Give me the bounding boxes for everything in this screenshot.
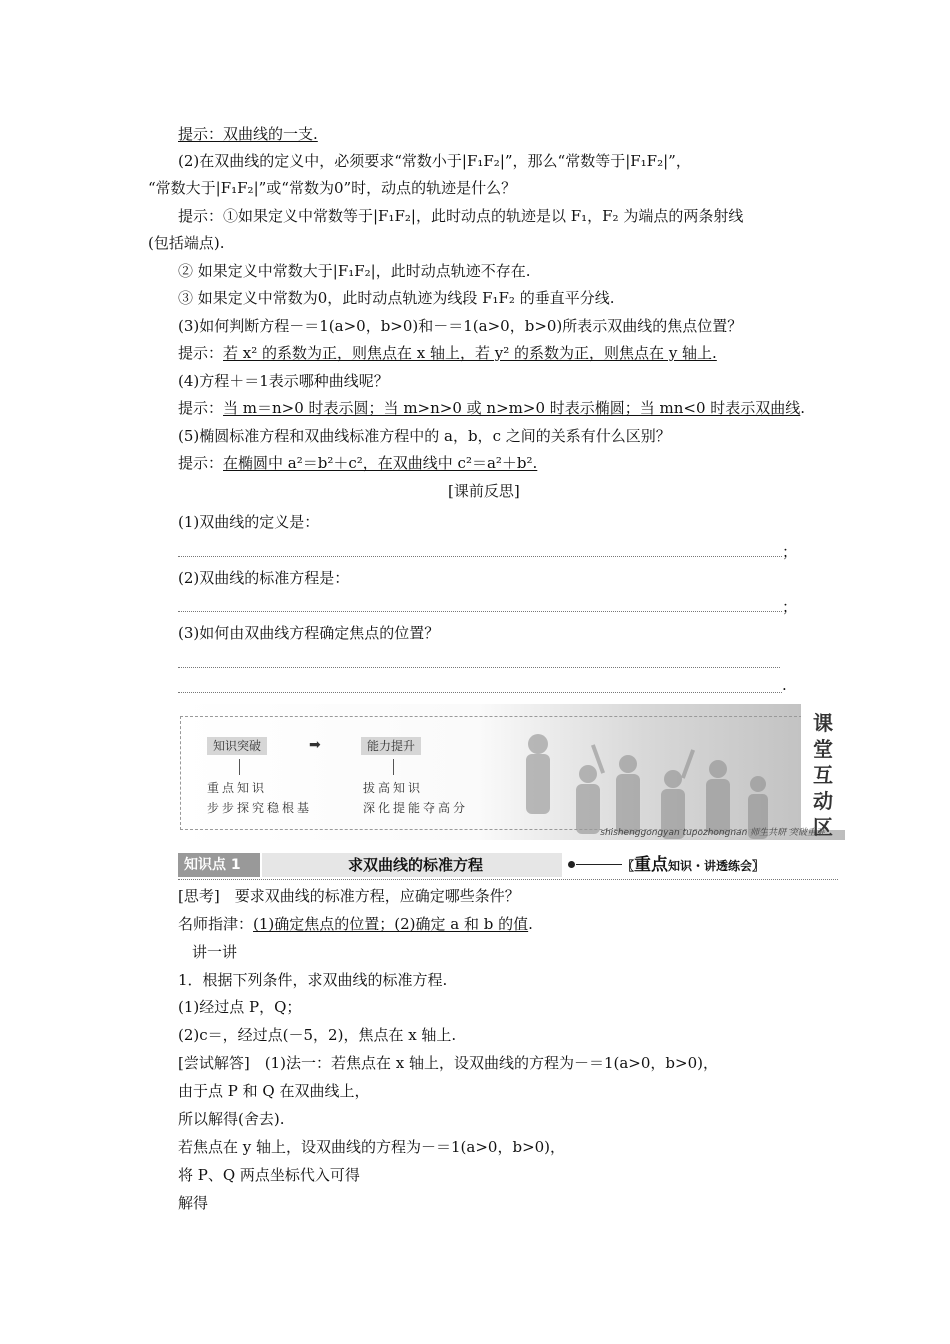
teacher-tip: [178, 914, 533, 934]
reflection-answer-line-3[interactable]: [178, 667, 780, 668]
reflection-q3: (3)如何由双曲线方程确定焦点的位置？: [178, 624, 440, 642]
think-line: [思考] 要求双曲线的标准方程，应确定哪些条件？: [178, 887, 520, 905]
hint-2-case-2: ② 如果定义中常数大于|F₁F₂|，此时动点轨迹不存在.: [178, 262, 531, 280]
solution-line-3: 所以解得(舍去).: [178, 1110, 285, 1128]
slogan-bold: 重点: [634, 855, 669, 875]
banner-left-line-2: 步步探究稳根基: [207, 801, 313, 815]
banner-subtitle: shishenggongyan tupozhongnan 师生共研 突破重难: [600, 828, 825, 838]
hint-4-prefix: 提示：: [178, 399, 224, 417]
problem-1: 1．根据下列条件，求双曲线的标准方程.: [178, 971, 448, 989]
teacher-tip-prefix: 名师指津：: [178, 915, 254, 933]
reflection-answer-line-1[interactable]: [178, 556, 782, 557]
question-2-line-1: (2)在双曲线的定义中，必须要求“常数小于|F₁F₂|”，那么“常数等于|F₁F₂|”，: [178, 152, 691, 170]
lecture-label: 讲一讲: [192, 943, 238, 961]
slogan-open: 〖: [622, 859, 635, 873]
reflection-q1: (1)双曲线的定义是：: [178, 513, 320, 531]
question-5: (5)椭圆标准方程和双曲线标准方程中的 a，b，c 之间的关系有什么区别？: [178, 427, 671, 445]
banner-left-line-1: 重点知识: [207, 781, 268, 795]
section-tag: 知识点 1: [178, 853, 260, 877]
vertical-title: [801, 704, 845, 839]
tag-knowledge-breakthrough: 知识突破: [207, 737, 267, 755]
question-2-line-2: “常数大于|F₁F₂|”或“常数为0”时，动点的轨迹是什么？: [148, 179, 517, 197]
period-end: .: [782, 676, 787, 694]
section-title: 求双曲线的标准方程: [348, 856, 484, 874]
hint-5-text: 在椭圆中 a²＝b²＋c²，在双曲线中 c²＝a²＋b².: [223, 454, 538, 472]
reflection-answer-line-4[interactable]: [178, 692, 782, 693]
hint-1-text: 提示：双曲线的一支.: [178, 125, 318, 143]
reflection-answer-line-2[interactable]: [178, 611, 782, 612]
solution-line-6: 解得: [178, 1194, 209, 1212]
hint-4-text: 当 m＝n>0 时表示圆；当 m>n>0 或 n>m>0 时表示椭圆；当 mn<0 时表示双曲线: [223, 399, 801, 417]
solution-line-1: [尝试解答] (1)法一：若焦点在 x 轴上，设双曲线的方程为－＝1(a>0，b>0)，: [178, 1054, 718, 1072]
hint-2-case-3: ③ 如果定义中常数为0，此时动点轨迹为线段 F₁F₂ 的垂直平分线.: [178, 289, 615, 307]
problem-1-part-2: (2)c＝，经过点(－5，2)，焦点在 x 轴上.: [178, 1026, 457, 1044]
section-slogan: [622, 853, 764, 878]
solution-line-4: 若焦点在 y 轴上，设双曲线的方程为－＝1(a>0，b>0)，: [178, 1138, 566, 1156]
semicolon-2: ；: [782, 598, 798, 616]
semicolon-1: ；: [782, 543, 798, 561]
banner-right-line-2: 深化提能夺高分: [363, 801, 469, 815]
hint-5: [178, 453, 537, 473]
hint-2-line-1: 提示：①如果定义中常数等于|F₁F₂|，此时动点的轨迹是以 F₁，F₂ 为端点的两条射线: [178, 207, 744, 225]
tag-ability-improvement: 能力提升: [361, 737, 421, 755]
vertical-title-text: 课堂互动区: [813, 711, 833, 839]
solution-line-2: 由于点 P 和 Q 在双曲线上，: [178, 1082, 370, 1100]
hint-3-text: 若 x² 的系数为正，则焦点在 x 轴上，若 y² 的系数为正，则焦点在 y 轴上.: [223, 344, 717, 362]
section-header: [178, 853, 838, 880]
connector-left: [239, 759, 240, 775]
section-dot-icon: [568, 861, 575, 868]
slogan-close: 〗: [752, 859, 765, 873]
solution-line-5: 将 P、Q 两点坐标代入可得: [178, 1166, 360, 1184]
question-4: (4)方程＋＝1表示哪种曲线呢？: [178, 372, 389, 390]
banner-right-line-1: 拔高知识: [363, 781, 424, 795]
hint-2-line-2: (包括端点).: [148, 234, 225, 252]
teacher-tip-text: (1)确定焦点的位置；(2)确定 a 和 b 的值: [253, 915, 529, 933]
connector-right: [393, 759, 394, 775]
line-hint-1: [178, 124, 318, 144]
problem-1-part-1: (1)经过点 P，Q；: [178, 998, 302, 1016]
hint-3: [178, 343, 717, 363]
question-3: (3)如何判断方程－＝1(a>0，b>0)和－＝1(a>0，b>0)所表示双曲线的焦点位置？: [178, 317, 743, 335]
arrow-icon: ➡: [309, 737, 321, 753]
slogan-rest: 知识・讲透练会: [668, 859, 753, 873]
hint-4: [178, 398, 805, 418]
section-rule: [576, 864, 622, 865]
hint-4-end: .: [800, 399, 806, 417]
reflection-title: [课前反思]: [448, 482, 520, 500]
classroom-banner: [178, 704, 845, 840]
hint-3-prefix: 提示：: [178, 344, 224, 362]
banner-frame: [180, 716, 802, 830]
reflection-q2: (2)双曲线的标准方程是：: [178, 569, 350, 587]
teacher-tip-end: .: [528, 915, 533, 933]
hint-5-prefix: 提示：: [178, 454, 224, 472]
